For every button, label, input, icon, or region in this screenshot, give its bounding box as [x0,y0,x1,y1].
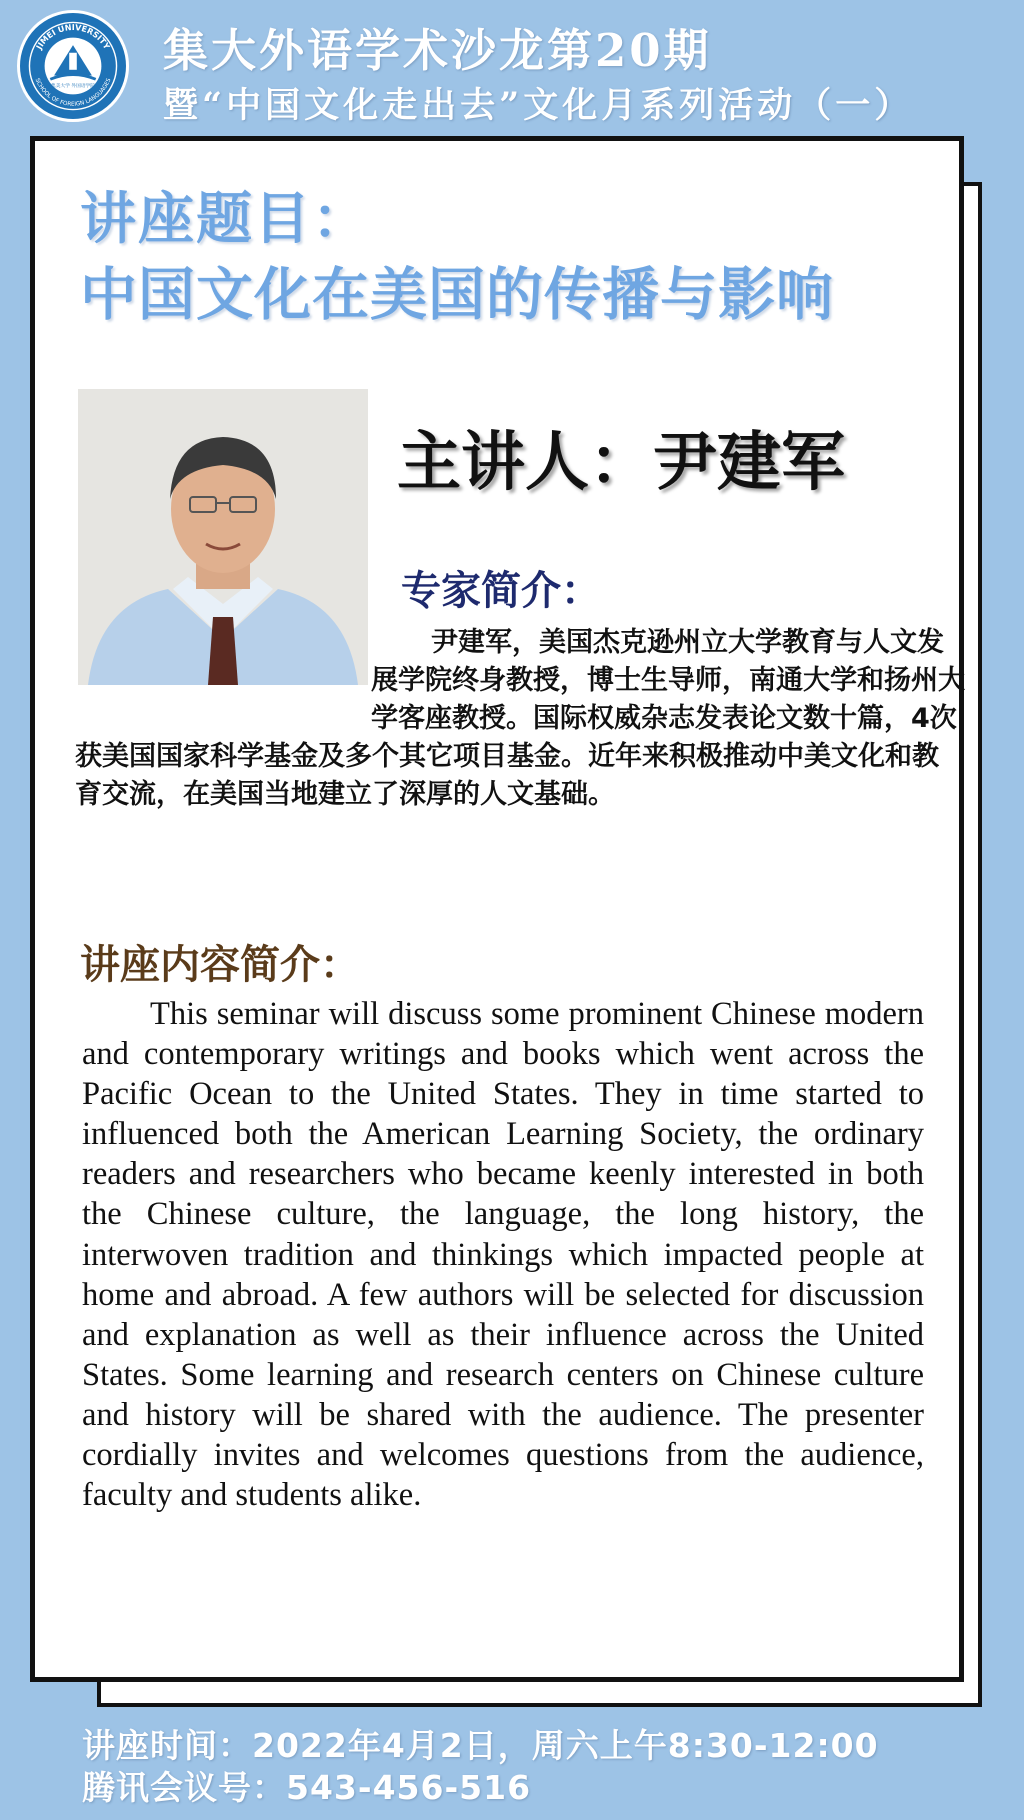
logo-text-center: 集美大学 外国语学院 [51,83,95,89]
salon-title: 集大外语学术沙龙第20期 [163,24,712,77]
expert-bio [75,624,965,814]
meeting-number: 腾讯会议号：543-456-516 [82,1768,532,1807]
salon-subtitle: 暨“中国文化走出去”文化月系列活动（一） [163,85,914,126]
logo-text-top: JIMEI UNIVERSITY [34,22,112,51]
logo-text-bottom: SCHOOL OF FOREIGN LANGUAGES [33,77,113,108]
lecture-title-label: 讲座题目： [80,187,370,252]
expert-bio-text: 尹建军，美国杰克逊州立大学教育与人文发展学院终身教授，博士生导师，南通大学和扬州大学客座教授。国际权威杂志发表论文数十篇，4次获美国国家科学基金及多个其它项目基金。近年来积极推动中美文化和教育交流，在美国当地建立了深厚的人文基础。 [75,627,965,810]
expert-heading: 专家简介： [401,568,601,614]
poster-card [30,136,964,1682]
lecture-title: 中国文化在美国的传播与影响 [80,262,834,328]
lecture-time: 讲座时间：2022年4月2日，周六上午8:30-12:00 [82,1726,879,1765]
lecture-content-heading: 讲座内容简介： [80,942,360,988]
lecture-abstract: This seminar will discuss some prominent Chinese modern and contemporary writings and books which went across the Pacific Ocean to the United States. They in time started to influenced both the American Learning Society, the ordinary readers and researchers who became keenly interested in both the Chinese culture, the language, the long history, the interwoven tradition and thinkings which impacted people at home and abroad. A few authors will be selected for discussion and explanation as well as their influence across the United States. Some learning and research centers on Chinese culture and history will be shared with the audience. The presenter cordially invites and welcomes questions from the audience, faculty and students alike. [82,996,924,1514]
speaker-name: 主讲人：尹建军 [397,425,845,500]
university-logo [17,10,129,122]
